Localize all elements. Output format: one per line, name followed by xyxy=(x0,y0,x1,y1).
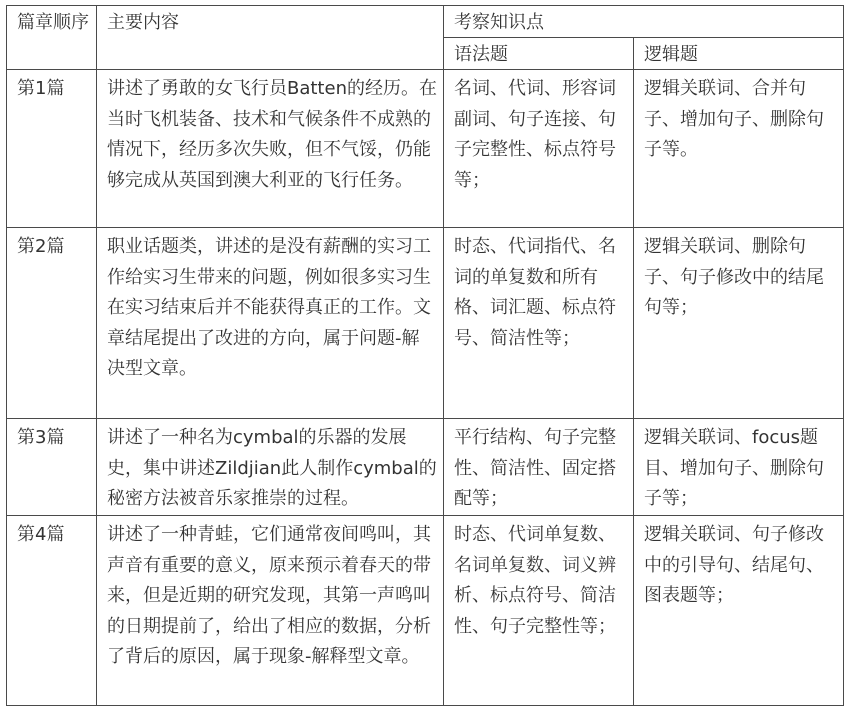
table-row xyxy=(7,419,844,516)
logic-cell: 逻辑关联词、句子修改中的引导句、结尾句、图表题等； xyxy=(634,516,844,706)
header-logic: 逻辑题 xyxy=(634,38,844,70)
knowledge-table xyxy=(6,5,844,706)
content-cell: 职业话题类，讲述的是没有薪酬的实习工作给实习生带来的问题，例如很多实习生在实习结束后并不能获得真正的工作。文章结尾提出了改进的方向，属于问题-解决型文章。 xyxy=(97,228,444,419)
table-row xyxy=(7,516,844,706)
header-grammar: 语法题 xyxy=(444,38,634,70)
table-row xyxy=(7,228,844,419)
logic-cell: 逻辑关联词、删除句子、句子修改中的结尾句等； xyxy=(634,228,844,419)
chapter-cell: 第1篇 xyxy=(7,70,97,228)
content-cell: 讲述了一种青蛙，它们通常夜间鸣叫，其声音有重要的意义，原来预示着春天的带来，但是近期的研究发现，其第一声鸣叫的日期提前了，给出了相应的数据，分析了背后的原因，属于现象-解释型文章。 xyxy=(97,516,444,706)
content-cell: 讲述了勇敢的女飞行员Batten的经历。在当时飞机装备、技术和气候条件不成熟的情况下，经历多次失败，但不气馁，仍能够完成从英国到澳大利亚的飞行任务。 xyxy=(97,70,444,228)
header-knowledge-points: 考察知识点 xyxy=(444,6,844,38)
logic-cell: 逻辑关联词、focus题目、增加句子、删除句子等； xyxy=(634,419,844,516)
grammar-cell: 时态、代词单复数、名词单复数、词义辨析、标点符号、简洁性、句子完整性等； xyxy=(444,516,634,706)
content-cell: 讲述了一种名为cymbal的乐器的发展史，集中讲述Zildjian此人制作cymbal的秘密方法被音乐家推崇的过程。 xyxy=(97,419,444,516)
grammar-cell: 平行结构、句子完整性、简洁性、固定搭配等； xyxy=(444,419,634,516)
chapter-cell: 第3篇 xyxy=(7,419,97,516)
header-chapter-order: 篇章顺序 xyxy=(7,6,97,70)
logic-cell: 逻辑关联词、合并句子、增加句子、删除句子等。 xyxy=(634,70,844,228)
grammar-cell: 名词、代词、形容词副词、句子连接、句子完整性、标点符号等； xyxy=(444,70,634,228)
grammar-cell: 时态、代词指代、名词的单复数和所有格、词汇题、标点符号、简洁性等； xyxy=(444,228,634,419)
header-main-content: 主要内容 xyxy=(97,6,444,70)
chapter-cell: 第2篇 xyxy=(7,228,97,419)
table-row xyxy=(7,70,844,228)
chapter-cell: 第4篇 xyxy=(7,516,97,706)
header-row-1 xyxy=(7,6,844,38)
